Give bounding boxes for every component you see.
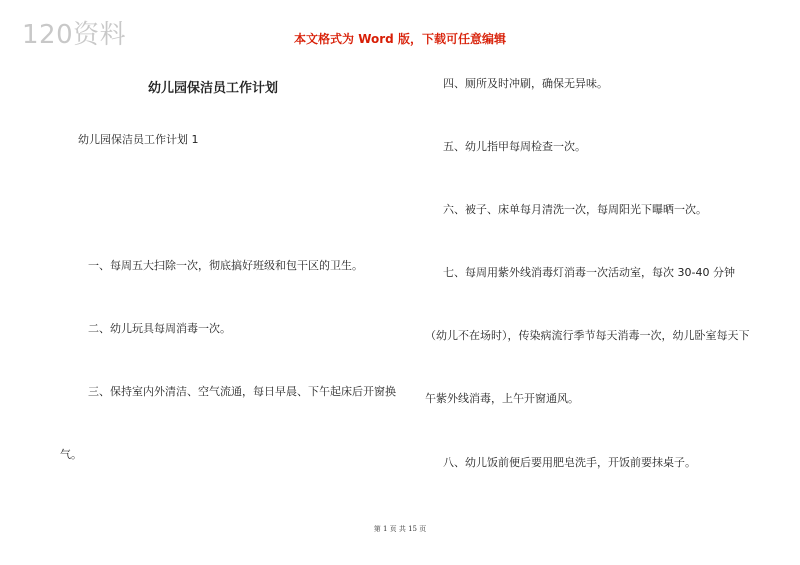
section-subtitle: 幼儿园保洁员工作计划 1	[78, 133, 199, 146]
paragraph-1: 一、每周五大扫除一次，彻底搞好班级和包干区的卫生。	[88, 259, 363, 272]
format-notice: 本文格式为 Word 版，下载可任意编辑	[294, 32, 506, 46]
paragraph-8: 八、幼儿饭前便后要用肥皂洗手，开饭前要抹桌子。	[443, 456, 696, 469]
paragraph-5: 五、幼儿指甲每周检查一次。	[443, 140, 586, 153]
paragraph-3-line-1: 三、保持室内外清洁、空气流通，每日早晨、下午起床后开窗换	[88, 385, 396, 398]
paragraph-2: 二、幼儿玩具每周消毒一次。	[88, 322, 231, 335]
paragraph-6: 六、被子、床单每月清洗一次，每周阳光下曝晒一次。	[443, 203, 707, 216]
paragraph-3-line-2: 气。	[60, 448, 82, 461]
paragraph-7-line-1: 七、每周用紫外线消毒灯消毒一次活动室，每次 30-40 分钟	[443, 266, 735, 279]
paragraph-7-line-2: （幼儿不在场时），传染病流行季节每天消毒一次，幼儿卧室每天下	[425, 329, 750, 342]
page-number: 第 1 页 共 15 页	[373, 525, 427, 533]
paragraph-4: 四、厕所及时冲刷，确保无异味。	[443, 77, 608, 90]
paragraph-7-line-3: 午紫外线消毒，上午开窗通风。	[425, 392, 579, 405]
watermark-logo: 120资料	[22, 20, 127, 50]
document-title: 幼儿园保洁员工作计划	[148, 81, 279, 96]
